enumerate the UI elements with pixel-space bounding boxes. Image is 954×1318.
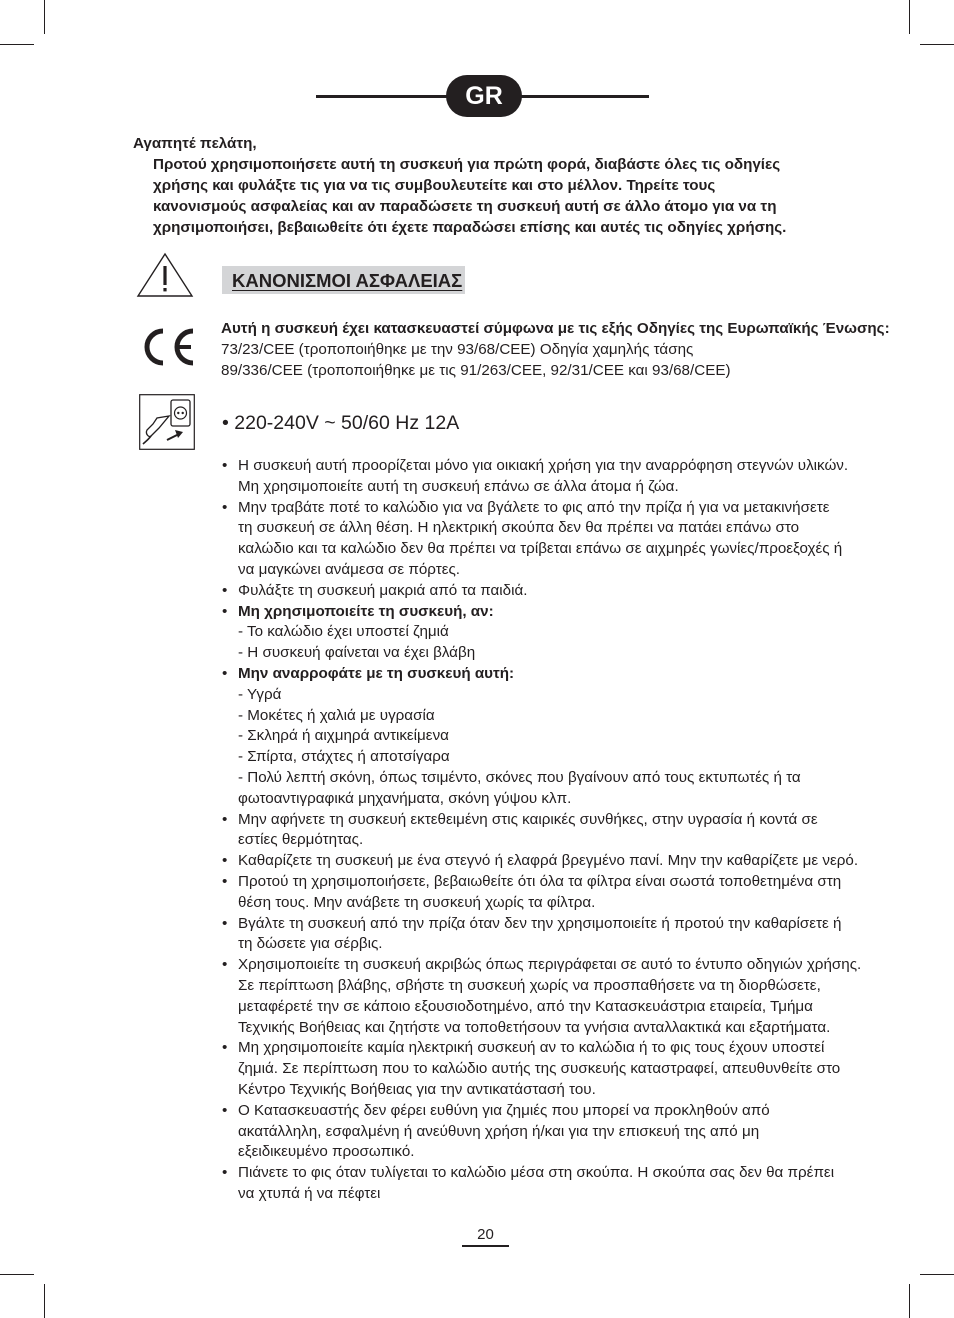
safety-rule-line: να χτυπά ή να πέφτει bbox=[238, 1184, 381, 1202]
safety-rule-line: θέση τους. Μην ανάβετε τη συσκευή χωρίς τα φίλτρα. bbox=[238, 893, 596, 911]
safety-rule-line: εστίες θερμότητας. bbox=[238, 831, 364, 849]
safety-rule-text bbox=[238, 810, 892, 852]
bullet: • bbox=[222, 1101, 228, 1119]
safety-rule-item bbox=[222, 851, 892, 872]
safety-rule-text bbox=[238, 1101, 892, 1163]
section-title: ΚΑΝΟΝΙΣΜΟΙ ΑΣΦΑΛΕΙΑΣ bbox=[222, 266, 465, 294]
safety-rules-list bbox=[222, 456, 892, 1205]
safety-rule-item bbox=[222, 955, 892, 1038]
safety-rule-item bbox=[222, 581, 892, 602]
bullet: • bbox=[222, 457, 228, 474]
safety-rule-sublist bbox=[238, 685, 892, 810]
bullet: • bbox=[222, 956, 228, 974]
safety-rule-line: Η συσκευή αυτή προορίζεται μόνο για οικιακή χρήση για την αναρρόφηση στεγνών υλικών. bbox=[238, 457, 849, 474]
intro-line: κανονισμούς ασφαλείας και αν παραδώσετε τη συσκευή αυτή σε άλλο άτομο για να τη bbox=[153, 198, 777, 215]
plug-socket-icon bbox=[139, 394, 195, 450]
safety-rule-text bbox=[238, 955, 892, 1038]
safety-rule-line: Μη χρησιμοποιείτε καμία ηλεκτρική συσκευή αν το καλώδια ή το φις τους έχουν υποστεί bbox=[238, 1039, 825, 1057]
safety-rule-subitem: - Σκληρά ή αιχμηρά αντικείμενα bbox=[238, 727, 449, 745]
safety-rule-item bbox=[222, 1038, 892, 1100]
safety-rule-item bbox=[222, 1101, 892, 1163]
safety-rule-subitem: - Πολύ λεπτή σκόνη, όπως τσιμέντο, σκόνες που βγαίνουν από τους εκτυπωτές ή τα bbox=[238, 768, 801, 786]
safety-rule-text bbox=[238, 498, 892, 581]
bullet: • bbox=[222, 498, 228, 516]
safety-rule-line: Μην τραβάτε ποτέ το καλώδιο για να βγάλετε το φις από την πρίζα ή για να μετακινήσετε bbox=[238, 498, 830, 516]
voltage-rating bbox=[222, 411, 459, 435]
safety-rule-line: τη δώσετε για σέρβις. bbox=[238, 935, 383, 953]
safety-rule-subitem: φωτοαντιγραφικά μηχανήματα, σκόνη γύψου κλπ. bbox=[238, 789, 572, 807]
bullet: • bbox=[222, 664, 228, 682]
safety-rule-line: Μη χρησιμοποιείτε τη συσκευή, αν: bbox=[238, 602, 494, 620]
safety-rule-subitem: - Υγρά bbox=[238, 685, 282, 703]
safety-rule-line: μεταφέρετέ την σε κάποιο εξουσιοδοτημένο, από την Κατασκευάστρια εταιρεία, Τμήμα bbox=[238, 997, 813, 1015]
ce-directives bbox=[221, 318, 901, 381]
safety-rule-item bbox=[222, 810, 892, 852]
bullet: • bbox=[222, 412, 229, 434]
language-badge: GR bbox=[446, 75, 522, 117]
crop-mark bbox=[44, 0, 45, 34]
bullet: • bbox=[222, 1039, 228, 1057]
voltage-text: 220-240V ~ 50/60 Hz 12A bbox=[234, 412, 460, 434]
safety-rule-text bbox=[238, 456, 892, 498]
safety-rule-line: Μην αναρροφάτε με τη συσκευή αυτή: bbox=[238, 664, 515, 682]
intro-line: χρήσης και φυλάξτε τις για να τις συμβουλευτείτε και στο μέλλον. Τηρείτε τους bbox=[153, 177, 716, 194]
safety-rule-line: Μην αφήνετε τη συσκευή εκτεθειμένη στις καιρικές συνθήκες, στην υγρασία ή κοντά σε bbox=[238, 810, 818, 828]
ce-line: 73/23/CEE (τροποποιήθηκε με την 93/68/CEE) Οδηγία χαμηλής τάσης bbox=[221, 341, 694, 358]
warning-triangle-icon bbox=[136, 252, 194, 298]
bullet: • bbox=[222, 872, 228, 890]
intro-line: Προτού χρησιμοποιήσετε αυτή τη συσκευή για πρώτη φορά, διαβάστε όλες τις οδηγίες bbox=[153, 156, 781, 173]
safety-rule-line: τη συσκευή σε άλλη θέση. Η ηλεκτρική σκούπα δεν θα πρέπει να πατάει επάνω στο bbox=[238, 519, 800, 537]
safety-rule-text bbox=[238, 1163, 892, 1205]
safety-rule-line: καλώδιο και τα καλώδιο δεν θα πρέπει να τρίβεται επάνω σε αιχμηρές γωνίες/προεξοχές ή bbox=[238, 540, 843, 558]
safety-rule-line: Βγάλτε τη συσκευή από την πρίζα όταν δεν την χρησιμοποιείτε ή προτού την καθαρίσετε ή bbox=[238, 914, 842, 932]
intro-block bbox=[133, 133, 833, 238]
safety-rule-line: Κέντρο Τεχνικής Βοήθειας για την αντικατάστασή του. bbox=[238, 1080, 596, 1098]
bullet: • bbox=[222, 602, 228, 620]
crop-mark bbox=[0, 1274, 34, 1275]
safety-rule-item bbox=[222, 664, 892, 810]
safety-rule-line: Σε περίπτωση βλάβης, σβήστε τη συσκευή χωρίς να προσπαθήσετε να τη διορθώσετε, bbox=[238, 976, 821, 994]
ce-mark-icon bbox=[137, 326, 197, 368]
crop-mark bbox=[920, 44, 954, 45]
safety-rule-subitem: - Το καλώδιο έχει υποστεί ζημιά bbox=[238, 623, 449, 641]
safety-rule-line: Ο Κατασκευαστής δεν φέρει ευθύνη για ζημιές που μπορεί να προκληθούν από bbox=[238, 1101, 770, 1119]
safety-rule-line: ακατάλληλη, εσφαλμένη ή ανεύθυνη χρήση ή/και για την επισκευή της από μη bbox=[238, 1122, 760, 1140]
safety-rule-line: Τεχνικής Βοήθειας και ζητήστε να τοποθετήσουν τα γνήσια ανταλλακτικά και εξαρτήματα. bbox=[238, 1018, 831, 1036]
safety-rule-line: ζημιά. Σε περίπτωση που το καλώδιο αυτής της συσκευής καταστραφεί, απευθυνθείτε στο bbox=[238, 1060, 841, 1078]
safety-rule-subitem: - Η συσκευή φαίνεται να έχει βλάβη bbox=[238, 644, 476, 662]
safety-rule-line: Καθαρίζετε τη συσκευή με ένα στεγνό ή ελαφρά βρεγμένο πανί. Μην την καθαρίζετε με νερό. bbox=[238, 852, 859, 870]
safety-rule-text bbox=[238, 872, 892, 914]
bullet: • bbox=[222, 914, 228, 932]
safety-rule-line: Φυλάξτε τη συσκευή μακριά από τα παιδιά. bbox=[238, 581, 528, 599]
safety-rule-item bbox=[222, 872, 892, 914]
intro-line: χρησιμοποιήσει, βεβαιωθείτε ότι έχετε παραδώσει επίσης και αυτές τις οδηγίες χρήσης. bbox=[153, 219, 787, 236]
safety-rule-sublist bbox=[238, 622, 892, 664]
crop-mark bbox=[44, 1284, 45, 1318]
page-number-rule bbox=[462, 1245, 509, 1247]
crop-mark bbox=[920, 1274, 954, 1275]
safety-rule-line: Προτού τη χρησιμοποιήσετε, βεβαιωθείτε ότι όλα τα φίλτρα είναι σωστά τοποθετημένα στη bbox=[238, 872, 842, 890]
safety-rule-text bbox=[238, 1038, 892, 1100]
safety-rule-text bbox=[238, 581, 892, 602]
bullet: • bbox=[222, 1164, 228, 1182]
ce-lead: Αυτή η συσκευή έχει κατασκευαστεί σύμφωνα με τις εξής Οδηγίες της Ευρωπαϊκής Ένωσης: bbox=[221, 320, 890, 337]
safety-rule-item bbox=[222, 602, 892, 664]
safety-rule-line: Πιάνετε το φις όταν τυλίγεται το καλώδιο μέσα στη σκούπα. Η σκούπα σας δεν θα πρέπει bbox=[238, 1164, 835, 1182]
safety-rule-text bbox=[238, 914, 892, 956]
safety-rule-text bbox=[238, 602, 892, 623]
safety-rule-item bbox=[222, 914, 892, 956]
bullet: • bbox=[222, 810, 228, 828]
safety-rule-line: εξειδικευμένο προσωπικό. bbox=[238, 1143, 415, 1161]
safety-rule-text bbox=[238, 664, 892, 685]
safety-rule-item bbox=[222, 456, 892, 498]
crop-mark bbox=[909, 0, 910, 34]
safety-rule-line: Χρησιμοποιείτε τη συσκευή ακριβώς όπως περιγράφεται σε αυτό το έντυπο οδηγιών χρήσης. bbox=[238, 956, 862, 974]
crop-mark bbox=[909, 1284, 910, 1318]
safety-rule-subitem: - Σπίρτα, στάχτες ή αποτσίγαρα bbox=[238, 748, 450, 766]
safety-rule-item bbox=[222, 1163, 892, 1205]
crop-mark bbox=[0, 44, 34, 45]
bullet: • bbox=[222, 581, 228, 599]
safety-rule-subitem: - Μοκέτες ή χαλιά με υγρασία bbox=[238, 706, 435, 724]
page-number: 20 bbox=[477, 1226, 494, 1243]
safety-rule-line: Μη χρησιμοποιείτε αυτή τη συσκευή επάνω σε άλλα άτομα ή ζώα. bbox=[238, 477, 679, 495]
greeting: Αγαπητέ πελάτη, bbox=[133, 135, 257, 152]
ce-line: 89/336/CEE (τροποποιήθηκε με τις 91/263/CEE, 92/31/CEE και 93/68/CEE) bbox=[221, 362, 731, 379]
intro-body bbox=[133, 154, 833, 238]
safety-rule-text bbox=[238, 851, 892, 872]
safety-rule-item bbox=[222, 498, 892, 581]
bullet: • bbox=[222, 852, 228, 870]
safety-rule-line: να μαγκώνει ανάμεσα σε πόρτες. bbox=[238, 560, 461, 578]
